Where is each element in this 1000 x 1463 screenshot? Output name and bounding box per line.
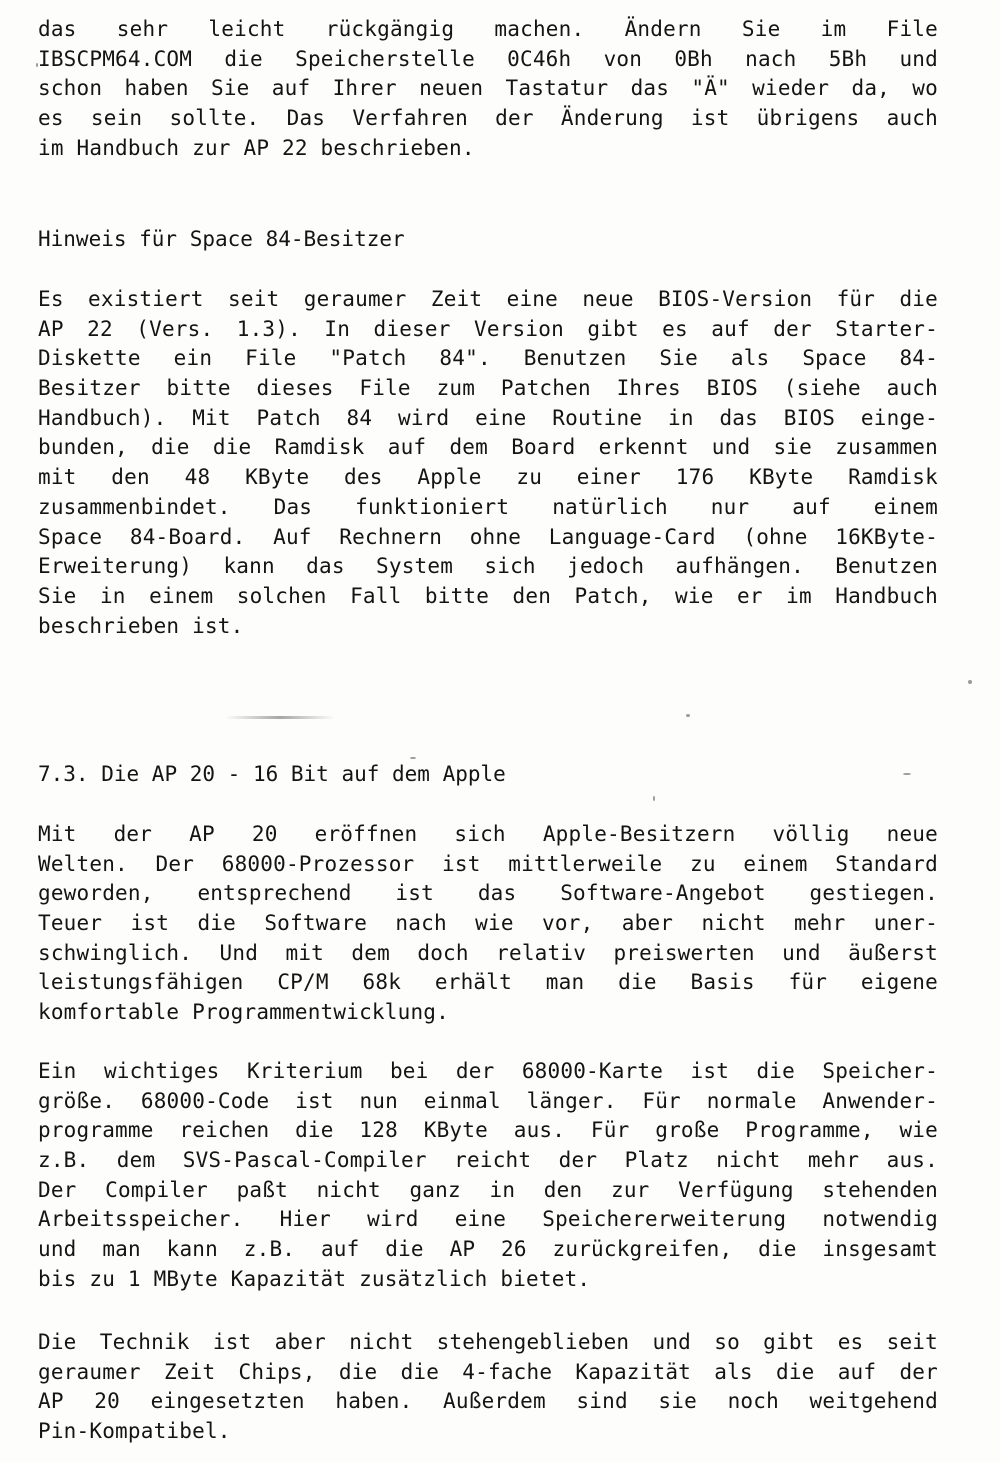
section-title: Die AP 20 - 16 Bit auf dem Apple xyxy=(101,762,506,786)
text-line: zusammenbindet. Das funktioniert natürlich nur auf einem xyxy=(38,494,938,519)
text-line: Es existiert seit geraumer Zeit eine neue BIOS-Version für die xyxy=(38,287,938,311)
text-line: geraumer Zeit Chips, die die 4-fache Kapazität als die auf der xyxy=(38,1359,938,1384)
text-line: AP 22 (Vers. 1.3). In dieser Version gibt es auf der Starter- xyxy=(38,316,938,341)
text-line: schon haben Sie auf Ihrer neuen Tastatur das "Ä" wieder da, wo xyxy=(38,76,938,101)
text-line: schwinglich. Und mit dem doch relativ preiswerten und äußerst xyxy=(38,940,938,965)
scan-speck xyxy=(686,714,690,717)
text-line: Welten. Der 68000-Prozessor ist mittlerweile zu einem Standard xyxy=(38,851,938,876)
text-line: Diskette ein File "Patch 84". Benutzen Sie als Space 84- xyxy=(38,346,938,371)
paragraph-memory-size xyxy=(38,1057,938,1295)
section-heading-text xyxy=(38,760,938,790)
text-line: geworden, entsprechend ist das Software-Angebot gestiegen. xyxy=(38,881,938,906)
text-line: mit den 48 KByte des Apple zu einer 176 KByte Ramdisk xyxy=(38,465,938,490)
section-heading-7-3 xyxy=(38,760,938,790)
text-line: bunden, die die Ramdisk auf dem Board erkennt und sie zusammen xyxy=(38,435,938,460)
subheading-text: Hinweis für Space 84-Besitzer xyxy=(38,227,405,251)
paragraph-chip-technology xyxy=(38,1328,938,1447)
text-line: Sie in einem solchen Fall bitte den Patch, wie er im Handbuch xyxy=(38,583,938,608)
text-line: Handbuch). Mit Patch 84 wird eine Routine in das BIOS einge- xyxy=(38,405,938,430)
scan-smudge xyxy=(225,716,335,719)
text-line: Mit der AP 20 eröffnen sich Apple-Besitzern völlig neue xyxy=(38,822,938,846)
text-line: im Handbuch zur AP 22 beschrieben. xyxy=(38,135,475,160)
text-line: Erweiterung) kann das System sich jedoch aufhängen. Benutzen xyxy=(38,554,938,579)
text-line: größe. 68000-Code ist nun einmal länger. Für normale Anwender- xyxy=(38,1088,938,1113)
text-line: AP 20 eingesetzten haben. Außerdem sind sie noch weitgehend xyxy=(38,1389,938,1414)
scan-speck xyxy=(968,680,972,684)
text-line: beschrieben ist. xyxy=(38,613,244,638)
text-line: Pin-Kompatibel. xyxy=(38,1419,231,1444)
text-line: z.B. dem SVS-Pascal-Compiler reicht der Platz nicht mehr aus. xyxy=(38,1148,938,1173)
text-line: Teuer ist die Software nach wie vor, aber nicht mehr uner- xyxy=(38,911,938,936)
text-line: Die Technik ist aber nicht stehengeblieben und so gibt es seit xyxy=(38,1330,938,1354)
text-line: leistungsfähigen CP/M 68k erhält man die Basis für eigene xyxy=(38,970,938,995)
text-line: Space 84-Board. Auf Rechnern ohne Language-Card (ohne 16KByte- xyxy=(38,524,938,549)
text-line: das sehr leicht rückgängig machen. Ändern Sie im File xyxy=(38,17,938,41)
scan-speck xyxy=(903,773,911,775)
text-line: programme reichen die 128 KByte aus. Für große Programme, wie xyxy=(38,1118,938,1143)
scan-speck xyxy=(410,757,416,759)
subheading-space84 xyxy=(38,225,938,255)
scan-speck xyxy=(36,63,38,67)
text-line: Ein wichtiges Kriterium bei der 68000-Karte ist die Speicher- xyxy=(38,1059,938,1083)
scan-speck xyxy=(653,796,655,801)
text-line: und man kann z.B. auf die AP 26 zurückgreifen, die insgesamt xyxy=(38,1237,938,1262)
text-line: komfortable Programmentwicklung. xyxy=(38,1000,449,1025)
text-line: IBSCPM64.COM die Speicherstelle 0C46h von 0Bh nach 5Bh und xyxy=(38,46,938,71)
text-line: es sein sollte. Das Verfahren der Änderung ist übrigens auch xyxy=(38,106,938,131)
text-line: bis zu 1 MByte Kapazität zusätzlich bietet. xyxy=(38,1266,591,1291)
paragraph-bios-keyboard-fix xyxy=(38,15,938,163)
paragraph-space84 xyxy=(38,285,938,641)
text-line: Arbeitsspeicher. Hier wird eine Speichererweiterung notwendig xyxy=(38,1207,938,1232)
text-line: Besitzer bitte dieses File zum Patchen Ihres BIOS (siehe auch xyxy=(38,376,938,401)
section-number: 7.3. xyxy=(38,762,89,786)
paragraph-ap20-intro xyxy=(38,820,938,1028)
text-line: Der Compiler paßt nicht ganz in den zur Verfügung stehenden xyxy=(38,1177,938,1202)
